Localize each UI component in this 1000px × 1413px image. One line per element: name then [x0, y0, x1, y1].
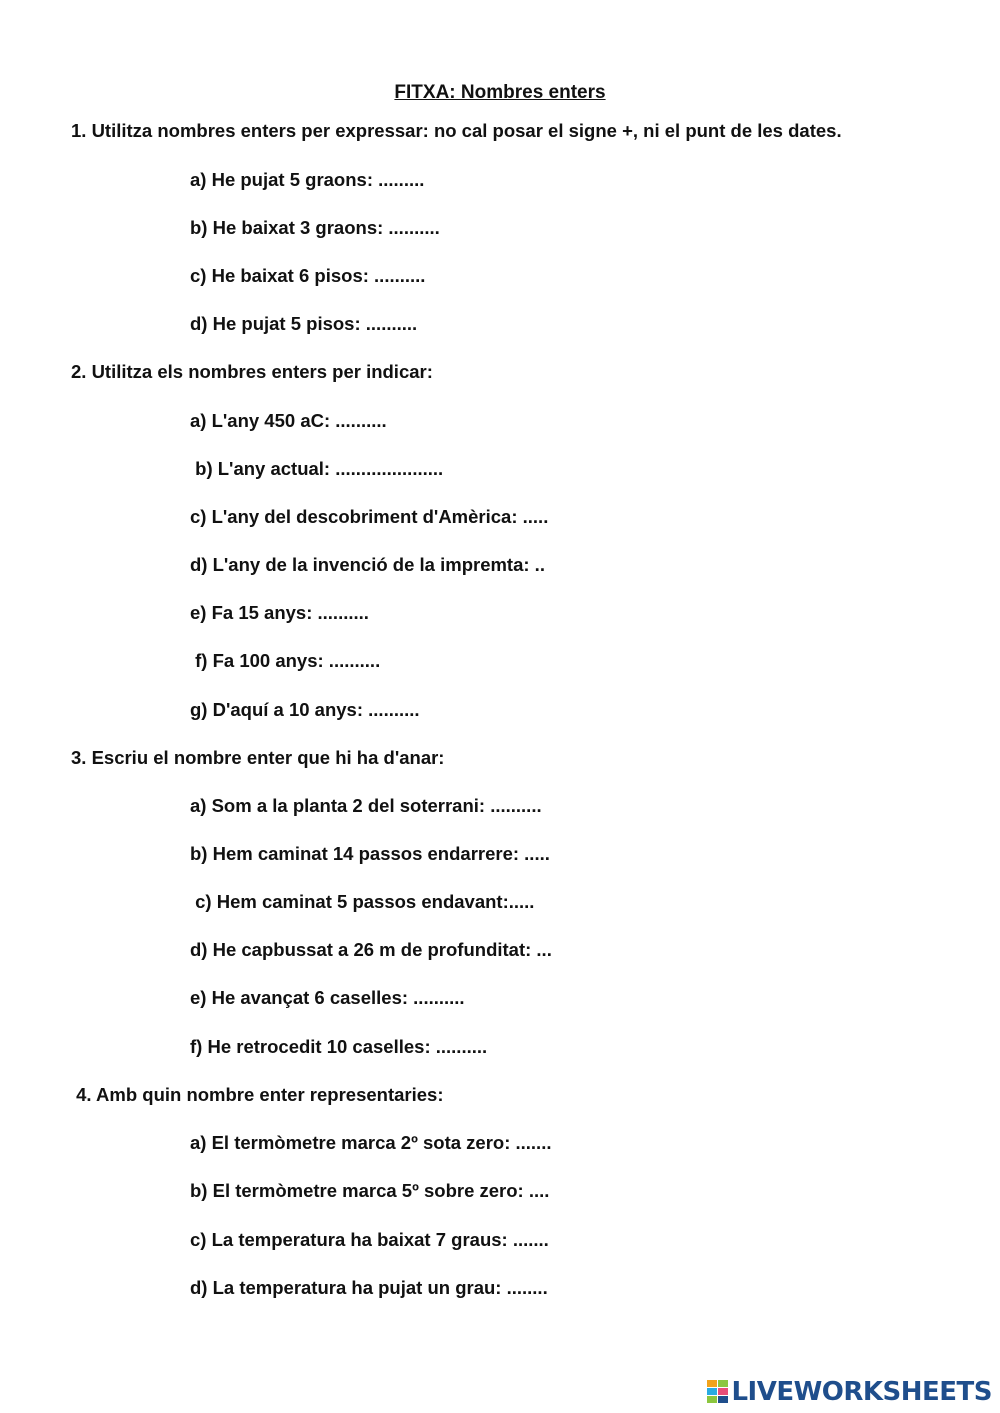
question-4: 4. Amb quin nombre enter representaries: [71, 1084, 444, 1105]
page-title: FITXA: Nombres enters [394, 82, 606, 103]
question-2-item-d: d) L'any de la invenció de la impremta: .. [190, 554, 545, 575]
question-2-item-g: g) D'aquí a 10 anys: .......... [190, 699, 420, 720]
question-4-item-c: c) La temperatura ha baixat 7 graus: ....... [190, 1229, 549, 1250]
question-2-item-c: c) L'any del descobriment d'Amèrica: ..... [190, 506, 549, 527]
question-1-item-c: c) He baixat 6 pisos: .......... [190, 265, 426, 286]
question-2-item-b: b) L'any actual: ..................... [190, 458, 444, 479]
question-3-item-d: d) He capbussat a 26 m de profunditat: ... [190, 939, 552, 960]
question-4-item-d: d) La temperatura ha pujat un grau: ........ [190, 1277, 548, 1298]
question-2-item-a: a) L'any 450 aC: .......... [190, 410, 387, 431]
question-3-item-e: e) He avançat 6 caselles: .......... [190, 987, 465, 1008]
question-2: 2. Utilitza els nombres enters per indicar: [71, 361, 433, 382]
question-4-item-b: b) El termòmetre marca 5º sobre zero: .... [190, 1180, 550, 1201]
liveworksheets-logo[interactable] [707, 1377, 992, 1407]
question-4-item-a: a) El termòmetre marca 2º sota zero: ....... [190, 1132, 552, 1153]
question-3-item-c: c) Hem caminat 5 passos endavant:..... [190, 891, 535, 912]
question-3-item-a: a) Som a la planta 2 del soterrani: .......... [190, 795, 542, 816]
question-2-item-f: f) Fa 100 anys: .......... [190, 650, 381, 671]
question-3: 3. Escriu el nombre enter que hi ha d'anar: [71, 747, 445, 768]
question-1-item-d: d) He pujat 5 pisos: .......... [190, 313, 418, 334]
question-3-item-f: f) He retrocedit 10 caselles: .......... [190, 1036, 488, 1057]
question-3-item-b: b) Hem caminat 14 passos endarrere: ..... [190, 843, 550, 864]
question-1: 1. Utilitza nombres enters per expressar: no cal posar el signe +, ni el punt de les dates. [71, 120, 842, 141]
question-2-item-e: e) Fa 15 anys: .......... [190, 602, 369, 623]
liveworksheets-logo-icon [707, 1380, 729, 1404]
question-1-item-a: a) He pujat 5 graons: ......... [190, 169, 425, 190]
liveworksheets-logo-text: LIVEWORKSHEETS [731, 1377, 992, 1407]
question-1-item-b: b) He baixat 3 graons: .......... [190, 217, 440, 238]
